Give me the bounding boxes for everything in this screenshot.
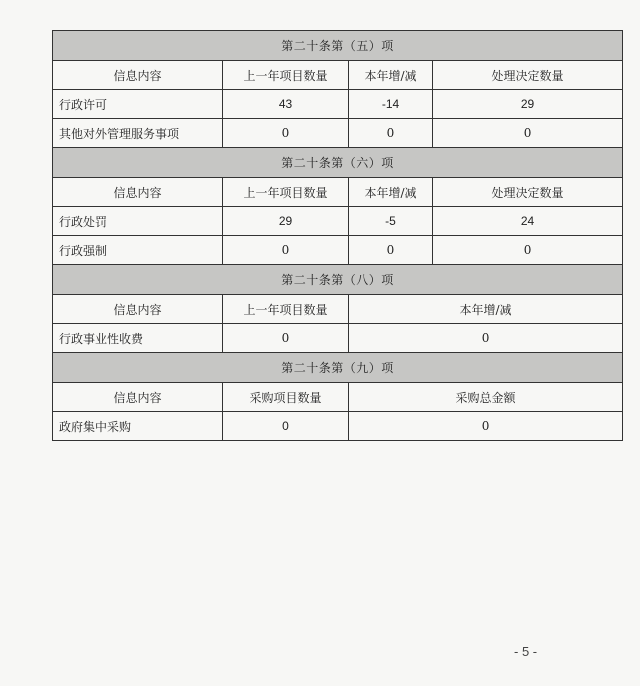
table-cell: 0 (349, 324, 623, 353)
table-cell: 0 (433, 119, 623, 148)
table-cell: 0 (223, 324, 349, 353)
row-label: 行政许可 (53, 90, 223, 119)
section-header-row (53, 265, 623, 295)
column-header: 采购总金额 (349, 383, 623, 412)
section-title: 第二十条第（九）项 (53, 353, 623, 383)
row-label: 其他对外管理服务事项 (53, 119, 223, 148)
table-row (53, 236, 623, 265)
column-header-row (53, 383, 623, 412)
table-cell: 0 (349, 412, 623, 441)
section-header-row (53, 353, 623, 383)
table-cell: 29 (433, 90, 623, 119)
row-label: 行政事业性收费 (53, 324, 223, 353)
table-cell: 43 (223, 90, 349, 119)
section-title: 第二十条第（六）项 (53, 148, 623, 178)
column-header: 本年增/减 (349, 178, 433, 207)
table-cell: 0 (223, 119, 349, 148)
column-header: 上一年项目数量 (223, 61, 349, 90)
table-cell: -14 (349, 90, 433, 119)
column-header: 信息内容 (53, 61, 223, 90)
column-header: 处理决定数量 (433, 61, 623, 90)
column-header-row (53, 295, 623, 324)
table-cell: 0 (349, 236, 433, 265)
section-header-row (53, 31, 623, 61)
column-header-row (53, 178, 623, 207)
column-header: 本年增/减 (349, 295, 623, 324)
section-title: 第二十条第（五）项 (53, 31, 623, 61)
column-header: 信息内容 (53, 295, 223, 324)
column-header: 上一年项目数量 (223, 178, 349, 207)
table-cell: 24 (433, 207, 623, 236)
table-row (53, 207, 623, 236)
column-header: 信息内容 (53, 383, 223, 412)
table-cell: 0 (433, 236, 623, 265)
table-row (53, 324, 623, 353)
disclosure-table (52, 30, 623, 441)
page-number: - 5 - (514, 644, 538, 659)
column-header: 信息内容 (53, 178, 223, 207)
table-row (53, 412, 623, 441)
section-header-row (53, 148, 623, 178)
table-row (53, 90, 623, 119)
table-cell: 0 (223, 412, 349, 441)
column-header: 采购项目数量 (223, 383, 349, 412)
row-label: 政府集中采购 (53, 412, 223, 441)
row-label: 行政处罚 (53, 207, 223, 236)
column-header-row (53, 61, 623, 90)
table-cell: -5 (349, 207, 433, 236)
table-cell: 0 (223, 236, 349, 265)
column-header: 本年增/减 (349, 61, 433, 90)
table-cell: 0 (349, 119, 433, 148)
column-header: 上一年项目数量 (223, 295, 349, 324)
table-row (53, 119, 623, 148)
table-cell: 29 (223, 207, 349, 236)
section-title: 第二十条第（八）项 (53, 265, 623, 295)
row-label: 行政强制 (53, 236, 223, 265)
column-header: 处理决定数量 (433, 178, 623, 207)
